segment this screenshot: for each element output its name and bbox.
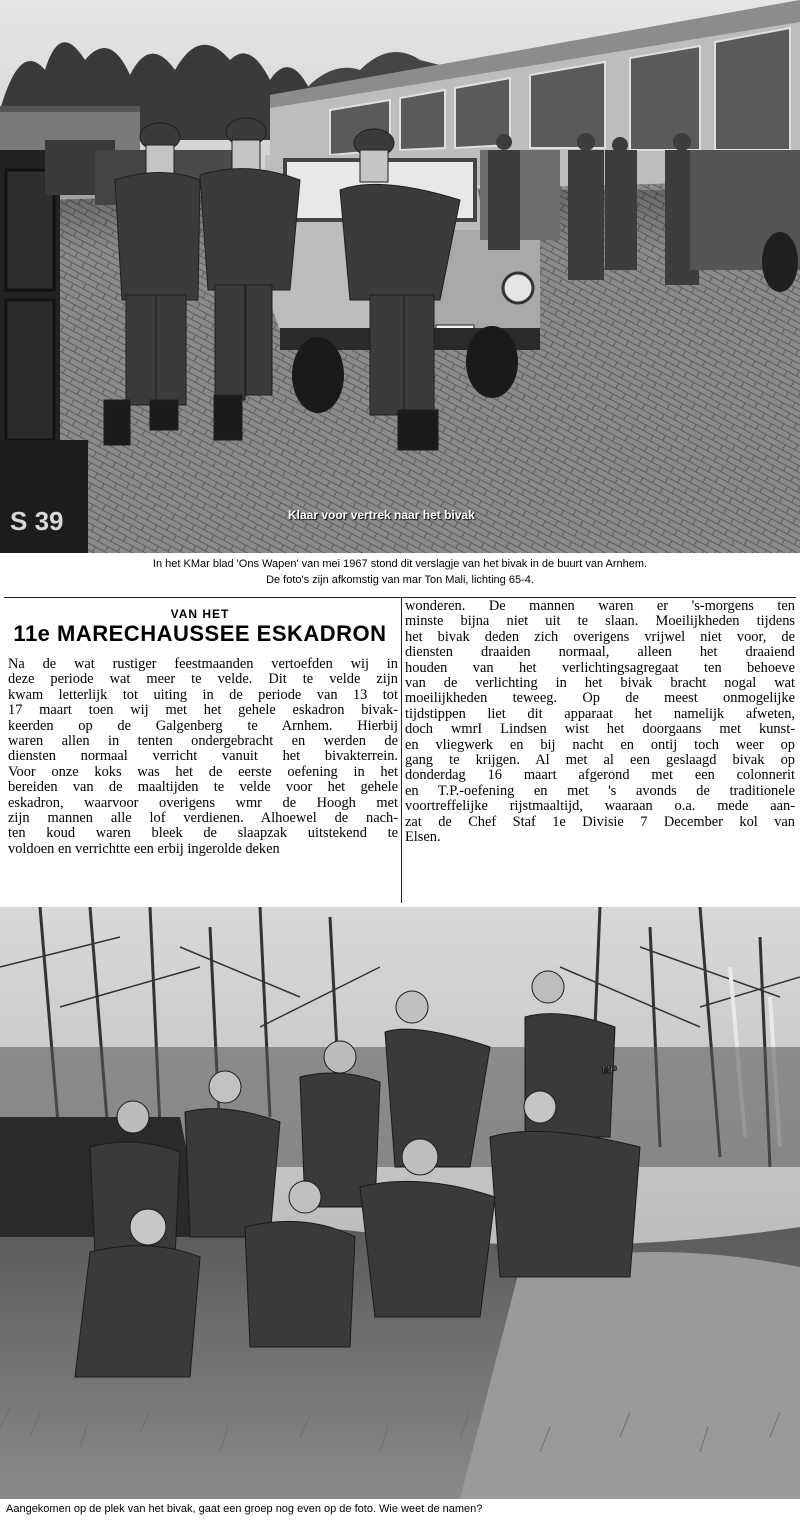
article-text-line: gang te krijgen. Al met al een geslaagd bivak op	[405, 752, 795, 769]
photo-soldiers-by-jeep	[0, 0, 800, 553]
article-text-line: diensten draaiden normaal, alleen het draaiend	[405, 644, 795, 661]
article-text-line: Na de wat rustiger feestmaanden vertoefden wij in	[8, 656, 398, 672]
article-text-line: tijdstippen liet dit apparaat het namelijk afweten,	[405, 705, 795, 722]
article-text-line: voldoen en verrichtte een erbij ingerolde deken	[8, 840, 280, 857]
article-clipping	[0, 595, 800, 905]
article-text-line: 17 maart toen wij met het gehele eskadron bivak-	[8, 702, 398, 719]
article-text-line: ten koud waren bleek de slaapzak uitstekend te	[8, 825, 398, 842]
article-text-line: en T.P.-oefening en met 's avonds de traditionele	[405, 782, 795, 799]
article-headline: 11e MARECHAUSSEE ESKADRON	[13, 621, 387, 646]
photo-group-at-bivouac-image	[0, 907, 800, 1499]
intro-caption-line-2: De foto's zijn afkomstig van mar Ton Mali, lichting 65-4.	[266, 574, 534, 586]
article-text-line: bereiden van de maaltijden te velde voor het gehele	[8, 779, 398, 796]
article-text-line: zat de Chef Staf 1e Divisie 7 December kol van	[405, 813, 795, 830]
photo-soldiers-by-jeep-image	[0, 0, 800, 553]
article-kicker: VAN HET	[170, 607, 230, 621]
article-text-line: houden van het verlichtingsagregaat ten behoeve	[405, 659, 795, 676]
article-left-column	[8, 657, 398, 857]
article-text-line: deze periode wat meer te velde. Dit te velde zijn	[8, 671, 398, 688]
article-text-line: kwam letterlijk tot uiting in de periode van 13 tot	[8, 686, 398, 703]
article-right-column	[405, 599, 795, 846]
mp-badge: MP	[602, 1065, 617, 1076]
article-text-line: Elsen.	[405, 829, 441, 846]
article-text-line: diensten normaal verricht vanuit het bivakterrein.	[8, 748, 398, 765]
photo-overlay-caption: Klaar voor vertrek naar het bivak	[288, 508, 475, 522]
article-text-line: Voor onze koks was het de eerste oefening in het	[8, 763, 398, 780]
article-text-line: en vliegwerk en bij nacht en ontij toch weer op	[405, 736, 795, 753]
article-text-line: waren allen in tenten ondergebracht en werden de	[8, 733, 398, 750]
article-text-line: van de verlichting in het bivak bracht nogal wat	[405, 675, 795, 692]
article-text-line: zijn mannen alle lof verdienen. Alhoewel de nach-	[8, 810, 398, 827]
bottom-caption: Aangekomen op de plek van het bivak, gaat een groep nog even op de foto. Wie weet de namen?	[6, 1503, 483, 1515]
intro-caption	[0, 556, 800, 588]
article-text-line: het bivak deden zich overigens vrijwel niet voor, de	[405, 628, 795, 645]
truck-plate-label: S 39	[10, 506, 64, 536]
article-text-line: donderdag 16 maart afgerond met een colonnerit	[405, 767, 795, 784]
article-text-line: minste bijna niet uit te slaan. Moeilijkheden tijdens	[405, 613, 795, 630]
article-column-divider	[401, 597, 402, 903]
article-text-line: doch wmrI Lindsen wist het doorgaans met kunst-	[405, 721, 795, 738]
article-text-line: keerden op de Galgenberg te Arnhem. Hierbij	[8, 717, 398, 734]
article-text-line: wonderen. De mannen waren er 's-morgens ten	[405, 598, 795, 614]
photo-group-at-bivouac	[0, 907, 800, 1499]
article-text-line: voortreffelijke rijstmaaltijd, waaraan o.a. mede aan-	[405, 798, 795, 815]
article-text-line: eskadron, waarvoor overigens wmr de Hoogh met	[8, 794, 398, 811]
article-text-line: moeilijkheden teweeg. Op de meest onmogelijke	[405, 690, 795, 707]
intro-caption-line-1: In het KMar blad 'Ons Wapen' van mei 1967 stond dit verslagje van het bivak in de buurt van Arnhem.	[152, 558, 648, 570]
